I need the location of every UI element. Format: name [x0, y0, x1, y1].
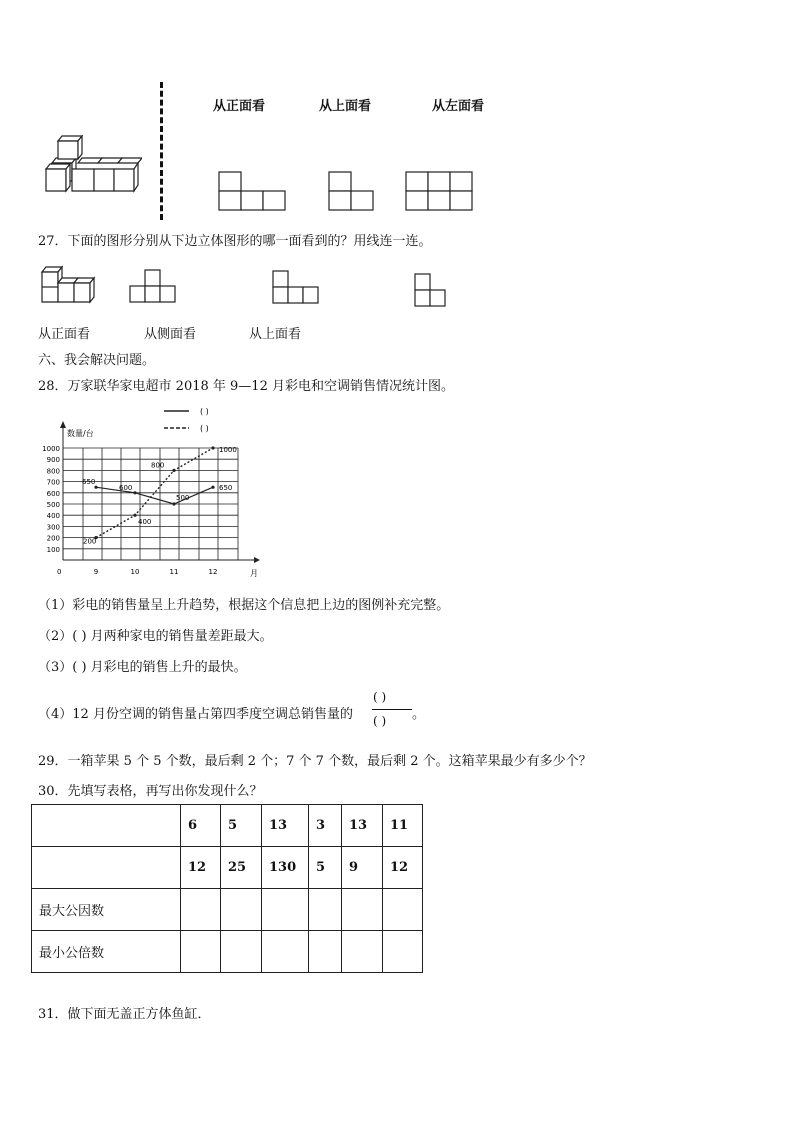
- data-label: 500: [176, 494, 190, 502]
- answer-cell[interactable]: [309, 889, 342, 931]
- lcm-row-label: 最小公倍数: [32, 931, 181, 973]
- data-label: 650: [82, 478, 96, 487]
- answer-cell[interactable]: [342, 889, 383, 931]
- q27-view-c: [414, 273, 448, 309]
- y-axis-arrow: [60, 421, 66, 428]
- x-tick-label: 9: [93, 568, 99, 576]
- table-cell: 5: [221, 805, 262, 847]
- legend-blank-1: ( ): [200, 407, 209, 416]
- q27-view-b: [272, 270, 322, 306]
- answer-cell[interactable]: [309, 931, 342, 973]
- view-label-front: 从正面看: [213, 99, 266, 114]
- y-tick-label: 500: [46, 501, 60, 509]
- x-axis-label: 月: [250, 569, 258, 578]
- view-label-top: 从上面看: [319, 99, 372, 114]
- y-axis-label: 数量/台: [67, 429, 94, 438]
- q27-label-side: 从侧面看: [144, 327, 197, 342]
- answer-cell[interactable]: [181, 931, 221, 973]
- x-axis-arrow: [254, 557, 260, 563]
- data-point: [172, 502, 175, 505]
- answer-cell[interactable]: [262, 889, 309, 931]
- answer-cell[interactable]: [262, 931, 309, 973]
- q28-question: 28．万家联华家电超市 2018 年 9—12 月彩电和空调销售情况统计图。: [38, 379, 454, 394]
- answer-cell[interactable]: [221, 889, 262, 931]
- data-point: [172, 469, 175, 472]
- x-tick-label: 10: [130, 568, 140, 576]
- q27-cube-figure: [38, 264, 102, 306]
- table-cell: [32, 805, 181, 847]
- table-cell: 25: [221, 847, 262, 889]
- answer-cell[interactable]: [383, 931, 423, 973]
- q28-sub2: （2）( ) 月两种家电的销售量差距最大。: [38, 629, 273, 644]
- q31-question: 31．做下面无盖正方体鱼缸．: [38, 1007, 211, 1022]
- section-six-heading: 六、我会解决问题。: [38, 353, 156, 368]
- q30-table: [31, 804, 423, 973]
- data-point: [133, 514, 136, 517]
- q28-sub3: （3）( ) 月彩电的销售上升的最快。: [38, 660, 247, 675]
- y-tick-label: 1000: [42, 445, 60, 453]
- legend-blank-2: ( ): [200, 424, 209, 433]
- data-label: 200: [83, 537, 97, 546]
- table-cell: 9: [342, 847, 383, 889]
- data-point: [211, 446, 214, 449]
- q28-period: 。: [412, 707, 426, 722]
- table-cell: 13: [262, 805, 309, 847]
- q28-sub1: （1）彩电的销售量呈上升趋势，根据这个信息把上边的图例补充完整。: [38, 598, 450, 613]
- table-row: [32, 889, 423, 931]
- table-row: [32, 805, 423, 847]
- q28-line-chart: [38, 400, 268, 582]
- q27-view-a: [129, 269, 179, 305]
- q27-label-front: 从正面看: [38, 327, 91, 342]
- y-tick-label: 600: [46, 489, 60, 498]
- table-cell: 12: [181, 847, 221, 889]
- y-tick-label: 700: [46, 478, 60, 487]
- table-cell: [32, 847, 181, 889]
- table-row: [32, 931, 423, 973]
- data-label: 1000: [219, 446, 237, 454]
- q27-question: 27．下面的图形分别从下边立体图形的哪一面看到的？用线连一连。: [38, 234, 432, 249]
- view-label-left: 从左面看: [432, 99, 485, 114]
- answer-cell[interactable]: [221, 931, 262, 973]
- q30-question: 30．先填写表格，再写出你发现什么？: [38, 784, 263, 799]
- answer-cell[interactable]: [383, 889, 423, 931]
- data-point: [211, 486, 214, 489]
- q28-fraction-top: ( ): [373, 690, 387, 704]
- y-tick-label: 800: [46, 467, 60, 476]
- x-tick-label: 12: [208, 568, 218, 576]
- q29-question: 29．一箱苹果 5 个 5 个数，最后剩 2 个；7 个 7 个数，最后剩 2 个。这箱苹果最少有多少个？: [38, 754, 592, 769]
- left-view-grid: [405, 171, 475, 211]
- origin-label: 0: [57, 568, 62, 576]
- data-label: 650: [219, 484, 233, 493]
- dashed-divider: [160, 82, 163, 220]
- table-cell: 5: [309, 847, 342, 889]
- series-line-solid: [96, 487, 213, 504]
- data-label: 800: [151, 461, 165, 470]
- y-tick-label: 400: [46, 512, 60, 521]
- front-view-grid: [218, 171, 288, 211]
- y-tick-label: 300: [46, 523, 60, 532]
- q28-fraction-bottom: ( ): [373, 714, 387, 728]
- q28-fraction-bar: [372, 709, 412, 710]
- y-tick-label: 900: [46, 456, 60, 465]
- gcd-row-label: 最大公因数: [32, 889, 181, 931]
- data-point: [133, 491, 136, 494]
- y-tick-label: 100: [46, 545, 60, 554]
- q27-label-top: 从上面看: [249, 327, 302, 342]
- table-cell: 130: [262, 847, 309, 889]
- table-cell: 3: [309, 805, 342, 847]
- table-cell: 11: [383, 805, 423, 847]
- x-tick-label: 11: [169, 568, 179, 576]
- top-view-grid: [328, 171, 376, 211]
- q28-sub4: （4）12 月份空调的销售量占第四季度空调总销售量的: [38, 707, 353, 722]
- table-row: [32, 847, 423, 889]
- table-cell: 6: [181, 805, 221, 847]
- answer-cell[interactable]: [342, 931, 383, 973]
- data-label: 400: [138, 518, 152, 527]
- table-cell: 12: [383, 847, 423, 889]
- data-label: 600: [119, 483, 133, 492]
- y-tick-label: 200: [46, 534, 60, 543]
- answer-cell[interactable]: [181, 889, 221, 931]
- table-cell: 13: [342, 805, 383, 847]
- cube-figure-3d: [38, 135, 142, 195]
